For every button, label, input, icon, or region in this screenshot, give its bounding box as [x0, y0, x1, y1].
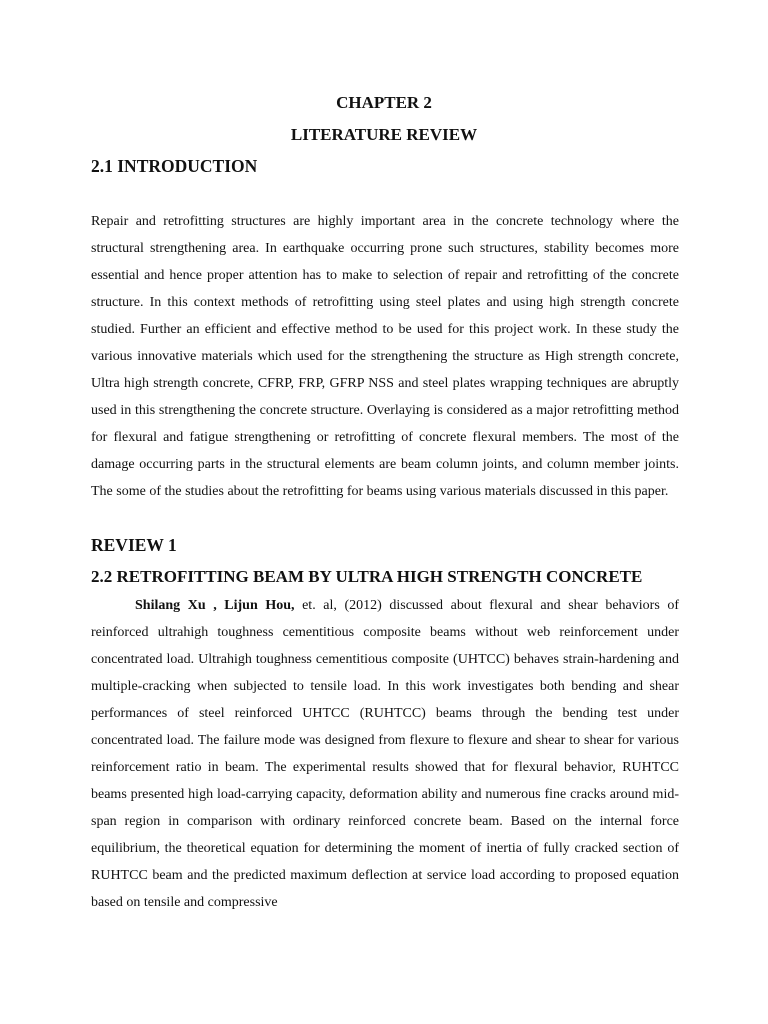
review-paragraph-text: et. al, (2012) discussed about flexural and shear behaviors of reinforced ultrahigh toughness cementitious composite beams without web reinforcement under concentrated load. Ultrahigh toughness cementitious composite (UHTCC) behaves strain-hardening and multiple-cracking when subjected to tensile load. In this work investigates both bending and shear performances of steel reinforced UHTCC (RUHTCC) beams through the bending test under concentrated load. The failure mode was designed from flexure to flexure and shear to shear for various reinforcement ratio in beam. The experimental results showed that for flexural behavior, RUHTCC beams presented high load-carrying capacity, deformation ability and numerous fine cracks around mid-span region in comparison with ordinary reinforced concrete beam. Based on the internal force equilibrium, the theoretical equation for determining the moment of inertia of fully cracked section of RUHTCC beam and the predicted maximum deflection at service load according to proposed equation based on tensile and compressive [91, 598, 680, 910]
section-heading-retrofitting: 2.2 RETROFITTING BEAM BY ULTRA HIGH STRENGTH CONCRETE [91, 567, 643, 586]
chapter-title: CHAPTER 2 [336, 93, 432, 112]
review-heading: REVIEW 1 [91, 535, 177, 555]
chapter-subtitle: LITERATURE REVIEW [290, 125, 478, 144]
review-authors: Shilang Xu , Lijun Hou, [135, 598, 295, 613]
introduction-paragraph: Repair and retrofitting structures are highly important area in the concrete technology where the structural strengthening area. In earthquake occurring prone such structures, stability becomes more essential and hence proper attention has to make to selection of repair and retrofitting of the concrete structure. In this context methods of retrofitting using steel plates and using high strength concrete studied. Further an efficient and effective method to be used for this project work. In these study the various innovative materials which used for the strengthening the structure as High strength concrete, Ultra high strength concrete, CFRP, FRP, GFRP NSS and steel plates wrapping techniques are abruptly used in this strengthening the concrete structure. Overlaying is considered as a major retrofitting method for flexural and fatigue strengthening or retrofitting of concrete flexural members. The most of the damage occurring parts in the structural elements are beam column joints, and column member joints. The some of the studies about the retrofitting for beams using various materials discussed in this paper. [91, 214, 679, 499]
review-paragraph [91, 592, 679, 916]
section-heading-introduction: 2.1 INTRODUCTION [91, 156, 258, 176]
